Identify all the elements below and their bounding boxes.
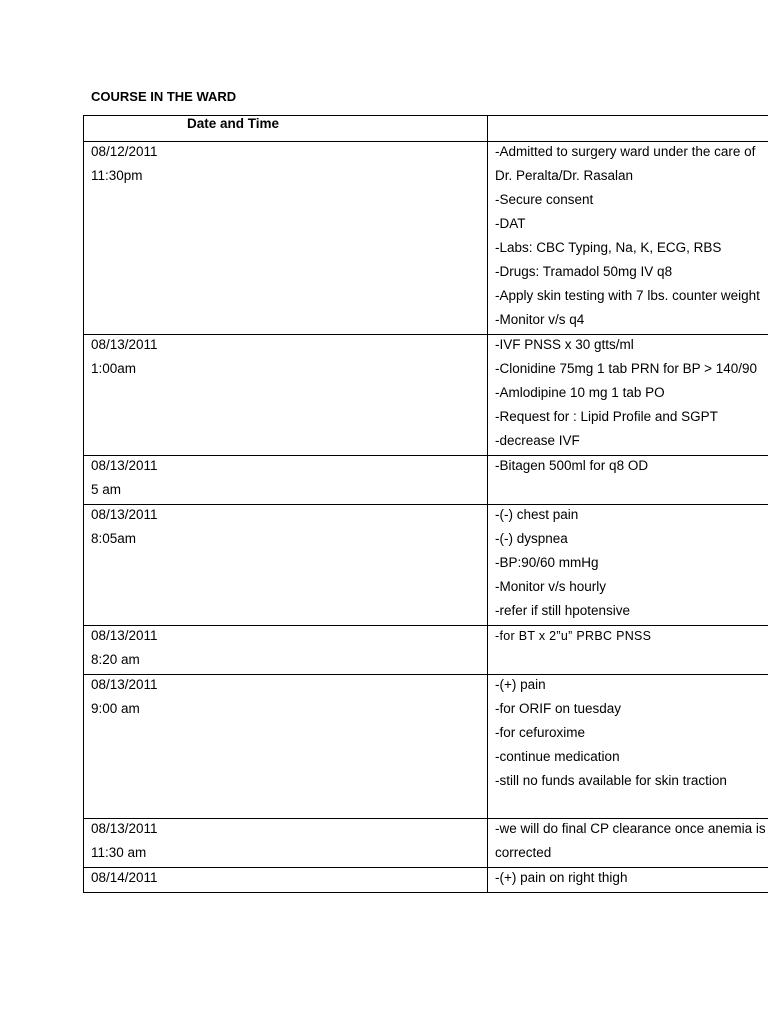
- ward-entry-row: [84, 819, 768, 868]
- ward-entry-row: [84, 335, 768, 456]
- ward-entry-row: [84, 456, 768, 505]
- order-line: -for cefuroxime: [495, 725, 586, 740]
- entry-date: 08/12/2011: [91, 144, 158, 159]
- order-line: -Admitted to surgery ward under the care of: [495, 144, 756, 159]
- entry-date: 08/13/2011: [91, 458, 158, 473]
- order-line: -Secure consent: [495, 192, 594, 207]
- date-time-cell: [84, 142, 488, 335]
- ward-entry-row: [84, 505, 768, 626]
- entry-time: 9:00 am: [91, 701, 140, 716]
- entry-header: [488, 116, 768, 142]
- order-line: -Amlodipine 10 mg 1 tab PO: [495, 385, 665, 400]
- ward-entry-row: [84, 868, 768, 893]
- ward-entry-row: [84, 142, 768, 335]
- orders-cell: [488, 335, 768, 456]
- entry-time: 11:30pm: [91, 168, 143, 183]
- date-time-cell: [84, 335, 488, 456]
- date-time-header: Date and Time: [84, 116, 488, 142]
- order-line: corrected: [495, 845, 552, 860]
- document-title: COURSE IN THE WARD: [91, 89, 237, 104]
- orders-cell: [488, 456, 768, 505]
- order-line: -IVF PNSS x 30 gtts/ml: [495, 337, 634, 352]
- orders-cell: [488, 675, 768, 819]
- order-line: -Request for : Lipid Profile and SGPT: [495, 409, 718, 424]
- entry-time: 8:20 am: [91, 652, 140, 667]
- order-line: -Drugs: Tramadol 50mg IV q8: [495, 264, 673, 279]
- orders-cell: [488, 868, 768, 893]
- date-time-cell: [84, 819, 488, 868]
- order-line: -Monitor v/s hourly: [495, 579, 607, 594]
- date-time-cell: [84, 456, 488, 505]
- date-time-cell: [84, 626, 488, 675]
- entry-date: 08/14/2011: [91, 870, 158, 885]
- order-line: -BP:90/60 mmHg: [495, 555, 599, 570]
- order-line: -(+) pain: [495, 677, 546, 692]
- order-line: -we will do final CP clearance once anemia is: [495, 821, 766, 836]
- ward-entry-row: [84, 626, 768, 675]
- order-line: -Monitor v/s q4: [495, 312, 585, 327]
- order-line: -(-) dyspnea: [495, 531, 568, 546]
- course-in-ward-table: [83, 115, 768, 893]
- order-line: Dr. Peralta/Dr. Rasalan: [495, 168, 634, 183]
- entry-time: 5 am: [91, 482, 122, 497]
- order-line: -(-) chest pain: [495, 507, 579, 522]
- entry-date: 08/13/2011: [91, 628, 158, 643]
- order-line: -for ORIF on tuesday: [495, 701, 622, 716]
- table-header-row: [84, 116, 768, 142]
- order-line: -(+) pain on right thigh: [495, 870, 628, 885]
- order-line: -decrease IVF: [495, 433, 580, 448]
- order-line: -Clonidine 75mg 1 tab PRN for BP > 140/90: [495, 361, 758, 376]
- date-time-cell: [84, 505, 488, 626]
- order-line: -Bitagen 500ml for q8 OD: [495, 458, 649, 473]
- date-time-cell: [84, 868, 488, 893]
- entry-date: 08/13/2011: [91, 677, 158, 692]
- entry-date: 08/13/2011: [91, 337, 158, 352]
- orders-cell: [488, 626, 768, 675]
- order-line: -for BT x 2”u” PRBC PNSS: [495, 629, 652, 643]
- order-line: -continue medication: [495, 749, 620, 764]
- order-line: -Apply skin testing with 7 lbs. counter weight: [495, 288, 760, 303]
- entry-date: 08/13/2011: [91, 821, 158, 836]
- order-line: -still no funds available for skin traction: [495, 773, 727, 788]
- orders-cell: [488, 142, 768, 335]
- entry-time: 1:00am: [91, 361, 137, 376]
- ward-entry-row: [84, 675, 768, 819]
- orders-cell: [488, 819, 768, 868]
- entry-time: 8:05am: [91, 531, 137, 546]
- order-line: -refer if still hpotensive: [495, 603, 631, 618]
- order-line: -DAT: [495, 216, 526, 231]
- entry-time: 11:30 am: [91, 845, 147, 860]
- orders-cell: [488, 505, 768, 626]
- order-line: -Labs: CBC Typing, Na, K, ECG, RBS: [495, 240, 722, 255]
- date-time-cell: [84, 675, 488, 819]
- entry-date: 08/13/2011: [91, 507, 158, 522]
